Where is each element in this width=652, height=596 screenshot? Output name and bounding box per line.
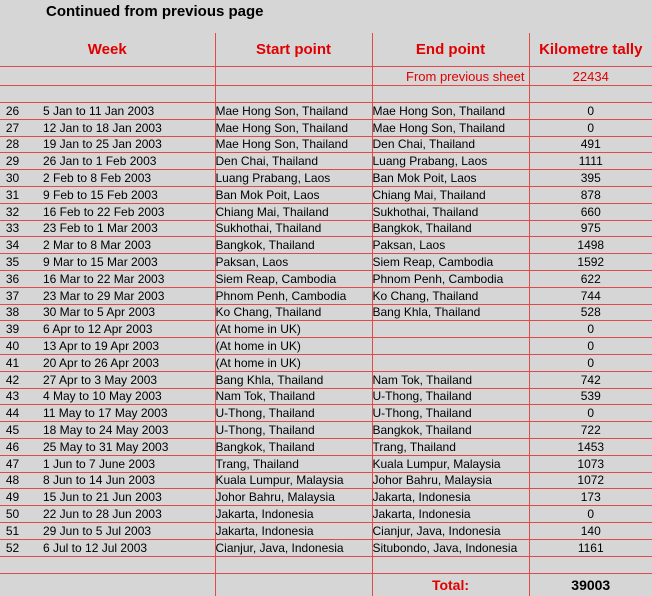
table-row [0,506,652,523]
week-number: 39 [5,322,20,337]
kilometre-cell: 975 [529,220,652,237]
week-dates: 4 May to 10 May 2003 [43,389,162,404]
previous-sheet-row [0,67,652,86]
start-point-cell: Luang Prabang, Laos [215,170,372,187]
week-dates: 27 Apr to 3 May 2003 [43,372,158,387]
end-point-cell: Ban Mok Poit, Laos [372,170,529,187]
previous-sheet-label: From previous sheet [372,67,529,86]
week-number: 30 [5,171,20,186]
week-number: 26 [5,103,20,118]
kilometre-cell: 0 [529,506,652,523]
table-row [0,237,652,254]
week-dates: 23 Feb to 1 Mar 2003 [43,221,158,236]
week-dates: 5 Jan to 11 Jan 2003 [43,103,155,118]
week-number: 28 [5,137,20,152]
table-row [0,304,652,321]
week-dates: 11 May to 17 May 2003 [43,406,168,421]
week-cell [0,371,215,388]
table-row [0,136,652,153]
kilometre-cell: 539 [529,388,652,405]
total-row [0,573,652,596]
start-point-cell: Kuala Lumpur, Malaysia [215,472,372,489]
week-dates: 2 Mar to 8 Mar 2003 [43,238,152,253]
week-cell [0,170,215,187]
kilometre-cell: 878 [529,186,652,203]
week-dates: 9 Feb to 15 Feb 2003 [43,187,158,202]
blank-row [0,86,652,103]
kilometre-table [0,33,652,596]
week-cell [0,136,215,153]
week-number: 37 [5,288,20,303]
week-number: 49 [5,490,20,505]
start-point-cell: Nam Tok, Thailand [215,388,372,405]
end-point-cell: Den Chai, Thailand [372,136,529,153]
week-dates: 8 Jun to 14 Jun 2003 [43,473,156,488]
start-point-cell: Mae Hong Son, Thailand [215,136,372,153]
start-point-cell: Bangkok, Thailand [215,237,372,254]
empty-cell [529,556,652,573]
week-number: 27 [5,120,20,135]
week-dates: 15 Jun to 21 Jun 2003 [43,490,162,505]
empty-cell [215,573,372,596]
start-point-cell: Chiang Mai, Thailand [215,203,372,220]
table-row [0,203,652,220]
empty-cell [372,556,529,573]
end-point-cell: Kuala Lumpur, Malaysia [372,455,529,472]
kilometre-cell: 1111 [529,153,652,170]
empty-cell [529,86,652,103]
start-point-cell: Sukhothai, Thailand [215,220,372,237]
start-point-cell: U-Thong, Thailand [215,422,372,439]
end-point-cell: Mae Hong Son, Thailand [372,119,529,136]
week-number: 33 [5,221,20,236]
week-cell [0,489,215,506]
end-point-cell: Luang Prabang, Laos [372,153,529,170]
previous-sheet-value: 22434 [529,67,652,86]
kilometre-cell: 1161 [529,539,652,556]
table-row [0,388,652,405]
week-dates: 25 May to 31 May 2003 [43,439,169,454]
week-cell [0,220,215,237]
end-point-cell: Siem Reap, Cambodia [372,254,529,271]
end-point-cell: Ko Chang, Thailand [372,287,529,304]
start-point-cell: Jakarta, Indonesia [215,506,372,523]
kilometre-cell: 1498 [529,237,652,254]
week-dates: 16 Feb to 22 Feb 2003 [43,204,165,219]
week-cell [0,422,215,439]
blank-row [0,556,652,573]
kilometre-cell: 722 [529,422,652,439]
week-cell [0,153,215,170]
end-point-cell: Sukhothai, Thailand [372,203,529,220]
start-point-cell: Mae Hong Son, Thailand [215,103,372,120]
empty-cell [372,86,529,103]
empty-cell [0,67,215,86]
end-point-cell: U-Thong, Thailand [372,388,529,405]
week-cell [0,455,215,472]
header-kilometre-tally: Kilometre tally [529,33,652,67]
end-point-cell: Chiang Mai, Thailand [372,186,529,203]
kilometre-cell: 491 [529,136,652,153]
week-number: 51 [5,523,20,538]
header-start-point: Start point [215,33,372,67]
table-row [0,287,652,304]
table-row [0,270,652,287]
week-dates: 12 Jan to 18 Jan 2003 [43,120,162,135]
week-cell [0,472,215,489]
kilometre-cell: 140 [529,522,652,539]
kilometre-cell: 622 [529,270,652,287]
start-point-cell: Johor Bahru, Malaysia [215,489,372,506]
week-dates: 26 Jan to 1 Feb 2003 [43,154,157,169]
table-row [0,119,652,136]
week-cell [0,405,215,422]
start-point-cell: Den Chai, Thailand [215,153,372,170]
week-cell [0,237,215,254]
kilometre-cell: 742 [529,371,652,388]
week-dates: 22 Jun to 28 Jun 2003 [43,507,162,522]
end-point-cell: Bangkok, Thailand [372,220,529,237]
table-row [0,422,652,439]
kilometre-cell: 1592 [529,254,652,271]
week-cell [0,203,215,220]
table-row [0,254,652,271]
kilometre-cell: 0 [529,119,652,136]
week-number: 29 [5,154,20,169]
header-week: Week [0,33,215,67]
kilometre-cell: 660 [529,203,652,220]
week-cell [0,338,215,355]
start-point-cell: (At home in UK) [215,321,372,338]
end-point-cell: U-Thong, Thailand [372,405,529,422]
end-point-cell: Trang, Thailand [372,438,529,455]
week-dates: 16 Mar to 22 Mar 2003 [43,271,165,286]
start-point-cell: Siem Reap, Cambodia [215,270,372,287]
week-number: 45 [5,423,20,438]
end-point-cell: Johor Bahru, Malaysia [372,472,529,489]
start-point-cell: Trang, Thailand [215,455,372,472]
week-dates: 1 Jun to 7 June 2003 [43,456,156,471]
week-cell [0,388,215,405]
empty-cell [0,86,215,103]
table-row [0,539,652,556]
end-point-cell: Jakarta, Indonesia [372,506,529,523]
week-dates: 19 Jan to 25 Jan 2003 [43,137,162,152]
end-point-cell [372,321,529,338]
week-number: 42 [5,372,20,387]
end-point-cell [372,354,529,371]
week-cell [0,119,215,136]
table-row [0,103,652,120]
week-dates: 18 May to 24 May 2003 [43,423,169,438]
empty-cell [215,67,372,86]
week-dates: 6 Apr to 12 Apr 2003 [43,322,153,337]
week-number: 40 [5,339,20,354]
kilometre-cell: 395 [529,170,652,187]
week-cell [0,506,215,523]
start-point-cell: Cianjur, Java, Indonesia [215,539,372,556]
week-number: 36 [5,271,20,286]
start-point-cell: U-Thong, Thailand [215,405,372,422]
week-cell [0,321,215,338]
end-point-cell: Paksan, Laos [372,237,529,254]
table-row [0,338,652,355]
header-end-point: End point [372,33,529,67]
kilometre-cell: 1072 [529,472,652,489]
table-row [0,153,652,170]
start-point-cell: (At home in UK) [215,338,372,355]
table-row [0,220,652,237]
start-point-cell: Phnom Penh, Cambodia [215,287,372,304]
week-cell [0,354,215,371]
table-row [0,186,652,203]
week-number: 52 [5,540,20,555]
week-cell [0,254,215,271]
week-number: 50 [5,507,20,522]
empty-cell [215,86,372,103]
week-number: 32 [5,204,20,219]
kilometre-cell: 0 [529,354,652,371]
table-row [0,489,652,506]
end-point-cell: Mae Hong Son, Thailand [372,103,529,120]
start-point-cell: Bangkok, Thailand [215,438,372,455]
end-point-cell: Nam Tok, Thailand [372,371,529,388]
header-row [0,33,652,67]
week-cell [0,304,215,321]
week-dates: 29 Jun to 5 Jul 2003 [43,523,152,538]
end-point-cell: Situbondo, Java, Indonesia [372,539,529,556]
end-point-cell: Cianjur, Java, Indonesia [372,522,529,539]
table-row [0,321,652,338]
week-number: 46 [5,439,20,454]
week-number: 43 [5,389,20,404]
total-value: 39003 [571,576,611,593]
week-dates: 23 Mar to 29 Mar 2003 [43,288,165,303]
table-row [0,522,652,539]
start-point-cell: Jakarta, Indonesia [215,522,372,539]
week-number: 38 [5,305,20,320]
week-number: 48 [5,473,20,488]
table-row [0,455,652,472]
week-cell [0,186,215,203]
table-row [0,438,652,455]
week-cell [0,103,215,120]
start-point-cell: Ko Chang, Thailand [215,304,372,321]
week-dates: 6 Jul to 12 Jul 2003 [43,540,148,555]
empty-cell [0,556,215,573]
kilometre-cell: 528 [529,304,652,321]
end-point-cell: Bangkok, Thailand [372,422,529,439]
week-dates: 2 Feb to 8 Feb 2003 [43,171,152,186]
week-number: 41 [5,355,20,370]
week-cell [0,522,215,539]
kilometre-cell: 744 [529,287,652,304]
week-number: 31 [5,187,20,202]
table-row [0,371,652,388]
week-number: 47 [5,456,20,471]
kilometre-cell: 173 [529,489,652,506]
table-row [0,354,652,371]
week-dates: 20 Apr to 26 Apr 2003 [43,355,160,370]
page-caption: Continued from previous page [46,3,264,20]
week-cell [0,270,215,287]
week-number: 34 [5,238,20,253]
kilometre-cell: 0 [529,405,652,422]
week-dates: 9 Mar to 15 Mar 2003 [43,255,158,270]
kilometre-cell: 1073 [529,455,652,472]
kilometre-cell: 1453 [529,438,652,455]
start-point-cell: (At home in UK) [215,354,372,371]
week-dates: 13 Apr to 19 Apr 2003 [43,339,160,354]
total-label: Total: [372,573,529,596]
table-row [0,405,652,422]
week-dates: 30 Mar to 5 Apr 2003 [43,305,156,320]
week-cell [0,287,215,304]
empty-cell [0,573,215,596]
week-number: 35 [5,255,20,270]
end-point-cell: Jakarta, Indonesia [372,489,529,506]
kilometre-cell: 0 [529,321,652,338]
table-row [0,170,652,187]
end-point-cell: Bang Khla, Thailand [372,304,529,321]
empty-cell [215,556,372,573]
kilometre-cell: 0 [529,103,652,120]
start-point-cell: Bang Khla, Thailand [215,371,372,388]
start-point-cell: Paksan, Laos [215,254,372,271]
kilometre-cell: 0 [529,338,652,355]
week-cell [0,539,215,556]
week-number: 44 [5,406,20,421]
week-cell [0,438,215,455]
start-point-cell: Ban Mok Poit, Laos [215,186,372,203]
end-point-cell: Phnom Penh, Cambodia [372,270,529,287]
end-point-cell [372,338,529,355]
table-row [0,472,652,489]
start-point-cell: Mae Hong Son, Thailand [215,119,372,136]
